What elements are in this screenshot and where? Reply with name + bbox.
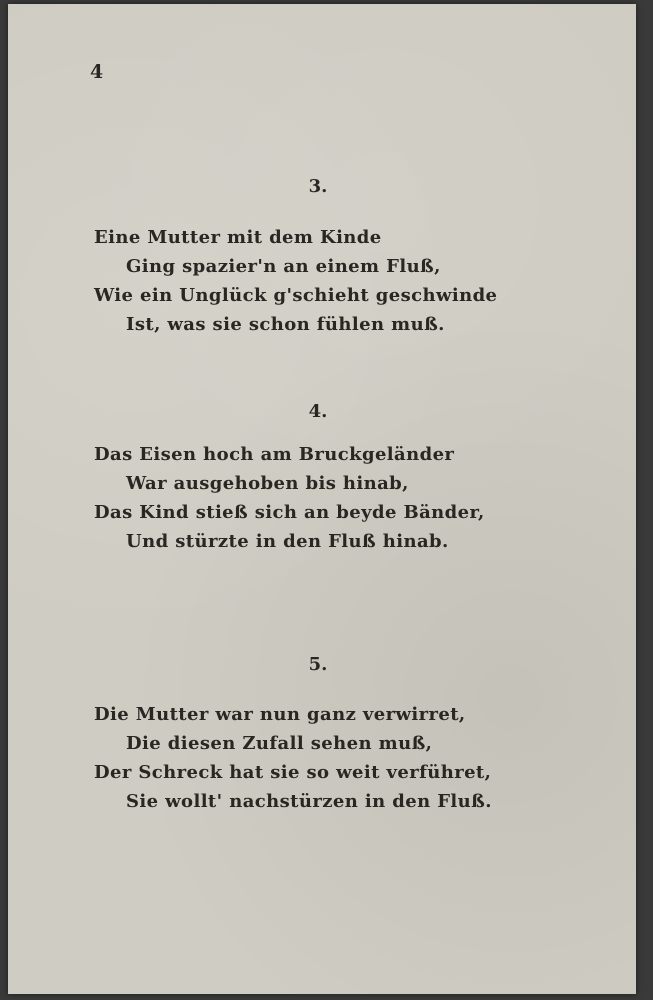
verse-line: Wie ein Unglück g'schieht geschwinde <box>94 285 498 306</box>
stanza-number-3: 3. <box>308 176 328 197</box>
verse-line: Das Eisen hoch am Bruckgeländer <box>94 444 455 465</box>
verse-line: War ausgehoben bis hinab, <box>126 473 409 494</box>
verse-line: Eine Mutter mit dem Kinde <box>94 227 382 248</box>
verse-line: Sie wollt' nachstürzen in den Fluß. <box>126 791 492 812</box>
stanza-number-5: 5. <box>308 654 328 675</box>
verse-line: Der Schreck hat sie so weit verführet, <box>94 762 492 783</box>
verse-line: Ist, was sie schon fühlen muß. <box>126 314 445 335</box>
stanza-number-4: 4. <box>308 401 328 422</box>
verse-line: Die diesen Zufall sehen muß, <box>126 733 433 754</box>
verse-line: Das Kind stieß sich an beyde Bänder, <box>94 502 485 523</box>
page-number: 4 <box>90 61 104 83</box>
verse-line: Die Mutter war nun ganz verwirret, <box>94 704 466 725</box>
verse-line: Und stürzte in den Fluß hinab. <box>126 531 449 552</box>
verse-line: Ging spazier'n an einem Fluß, <box>126 256 441 277</box>
document-page <box>8 4 636 994</box>
